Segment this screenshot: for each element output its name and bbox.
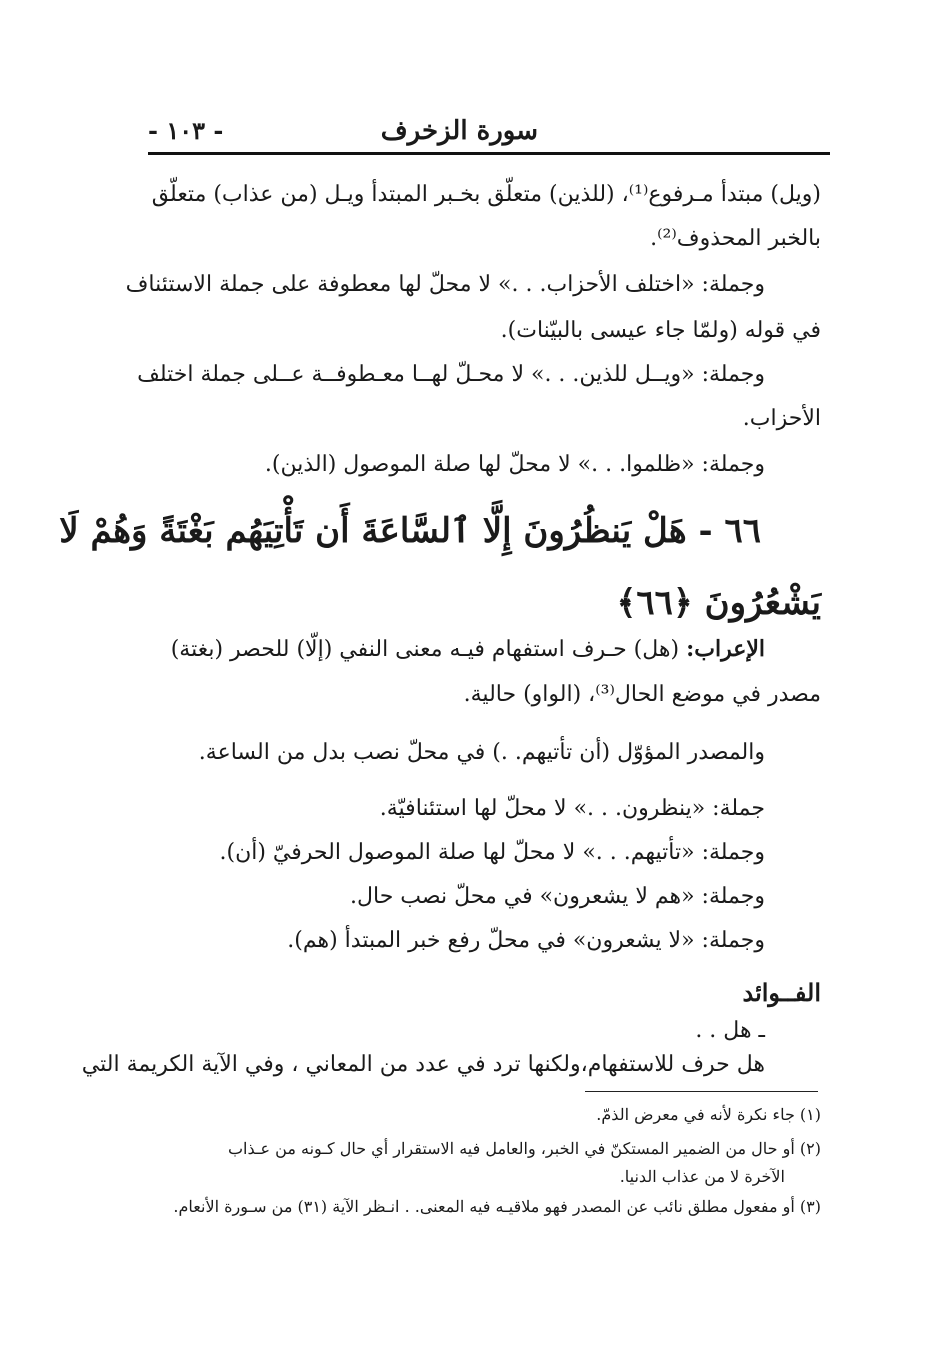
footnote: (٣) أو مفعول مطلق نائب عن المصدر فهو ملاقيـه فيه المعنى. . انـظر الآية (٣١) من سـورة الأنعام.	[173, 1197, 821, 1216]
footnote: (١) جاء نكرة لأنه في معرض الذمّ.	[596, 1105, 821, 1124]
text-line: وجملة: «تأتيهم. . .» لا محلّ لها صلة الموصول الحرفيّ (أن).	[219, 840, 765, 865]
text-line: وجملة: «هم لا يشعرون» في محلّ نصب حال.	[350, 884, 765, 909]
text-line: وجملة: «ظلموا. . .» لا محلّ لها صلة الموصول (الذين).	[264, 452, 765, 477]
quran-verse-line: يَشْعُرُونَ ﴿٦٦﴾	[616, 583, 821, 623]
fawaid-heading: الفــوائد	[742, 978, 821, 1007]
footnote: (٢) أو حال من الضمير المستكنّ في الخبر، والعامل فيه الاستقرار أي حال كـونه من عـذاب	[227, 1139, 821, 1158]
text-line: بالخبر المحذوف⁽²⁾.	[650, 226, 821, 251]
text-line: جملة: «ينظرون. . .» لا محلّ لها استئنافيّة.	[379, 796, 765, 821]
page-number: - ١٠٣ -	[148, 116, 224, 145]
text-line: هل حرف للاستفهام،ولكنها ترد في عدد من المعاني ، وفي الآية الكريمة التي	[81, 1052, 765, 1077]
irab-label: الإعراب:	[686, 636, 765, 662]
footnote-continuation: الآخرة لا من عذاب الدنيا.	[619, 1167, 785, 1186]
irab-text: (هل) حـرف استفهام فيـه معنى النفي (إلّا) للحصر (بغتة)	[170, 637, 680, 662]
text-line: الأحزاب.	[742, 406, 821, 431]
quran-verse-line: ٦٦ - هَلْ يَنظُرُونَ إِلَّا ٱلسَّاعَةَ أَن تَأْتِيَهُم بَغْتَةً وَهُمْ لَا	[59, 511, 761, 551]
text-line: مصدر في موضع الحال⁽³⁾، (الواو) حالية.	[463, 682, 821, 707]
footnote-divider	[585, 1091, 818, 1092]
text-line: ـ هل . .	[695, 1018, 765, 1043]
text-line: وجملة: «لا يشعرون» في محلّ رفع خبر المبتدأ (هم).	[287, 928, 765, 953]
text-line: في قوله (ولمّا جاء عيسى بالبيّنات).	[500, 318, 821, 343]
surah-title: سورة الزخرف	[380, 116, 538, 146]
text-line: وجملة: «اختلف الأحزاب. . .» لا محلّ لها معطوفة على جملة الاستئناف	[125, 272, 765, 297]
irab-line	[171, 634, 765, 665]
header-divider	[148, 152, 830, 155]
text-line: (ويل) مبتدأ مـرفوع⁽¹⁾، (للذين) متعلّق بخـبر المبتدأ ويـل (من عذاب) متعلّق	[151, 182, 821, 207]
text-line: وجملة: «ويــل للذين. . .» لا محـلّ لهــا معـطوفــة عــلى جملة اختلف	[137, 362, 765, 387]
text-line: والمصدر المؤوّل (أن تأتيهم. .) في محلّ نصب بدل من الساعة.	[198, 740, 765, 765]
page-header	[148, 108, 828, 154]
